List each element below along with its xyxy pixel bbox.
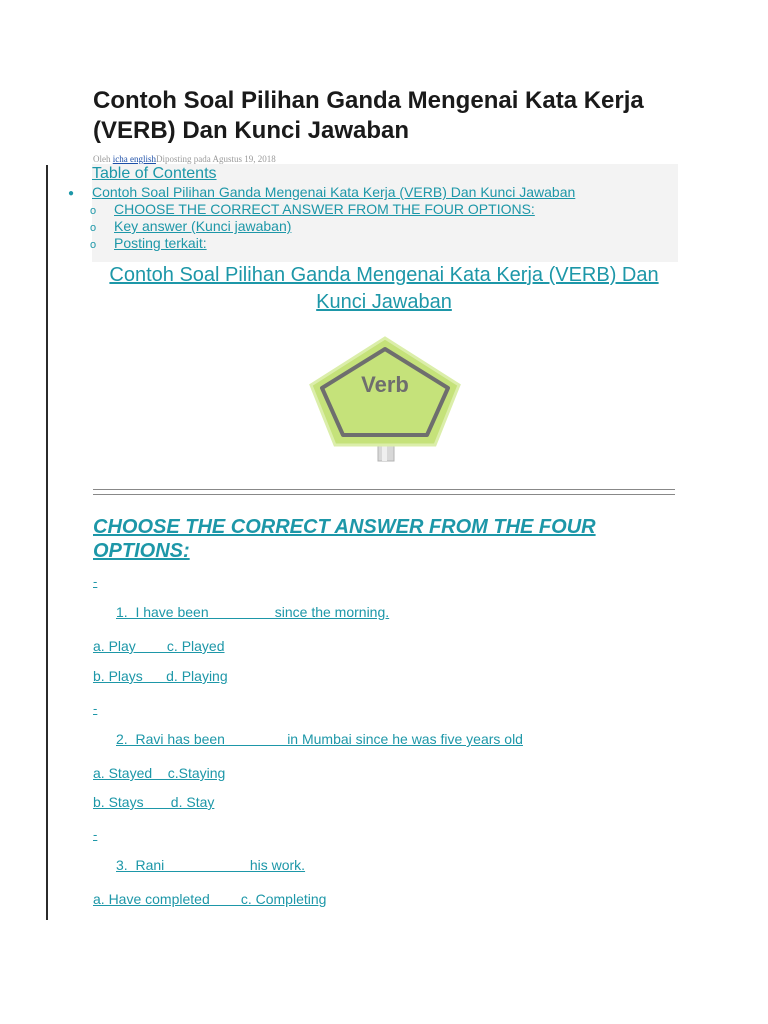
question-3[interactable]: 3. Rani his work.	[116, 857, 306, 873]
left-margin-line	[46, 165, 48, 920]
dash-link[interactable]: -	[93, 827, 98, 842]
meta-posted-date: Diposting pada Agustus 19, 2018	[156, 154, 276, 164]
toc-sub-bullet-icon: o	[90, 222, 97, 234]
question-3-options-row-1[interactable]: a. Have completed c. Completing	[93, 891, 327, 907]
divider-top	[93, 489, 675, 490]
toc-item-main[interactable]: Contoh Soal Pilihan Ganda Mengenai Kata Kerja (VERB) Dan Kunci Jawaban	[92, 184, 576, 200]
dash-link[interactable]: -	[93, 701, 98, 716]
author-link[interactable]: icha english	[112, 154, 156, 164]
question-2-options-row-2[interactable]: b. Stays d. Stay	[93, 794, 215, 810]
toc-subitem-label: Posting terkait:	[114, 235, 207, 251]
toc-subitem-label: Key answer (Kunci jawaban)	[114, 218, 292, 234]
article-title: Contoh Soal Pilihan Ganda Mengenai Kata Kerja (VERB) Dan Kunci Jawaban	[93, 87, 644, 144]
toc-bullet-icon: ●	[68, 188, 75, 199]
question-1-options-row-2[interactable]: b. Plays d. Playing	[93, 668, 228, 684]
question-2[interactable]: 2. Ravi has been in Mumbai since he was five years old	[116, 731, 523, 747]
post-meta	[93, 154, 276, 164]
verb-sign-image	[308, 335, 462, 463]
choose-heading[interactable]: CHOOSE THE CORRECT ANSWER FROM THE FOUR OPTIONS:	[93, 516, 596, 562]
toc-title[interactable]: Table of Contents	[92, 165, 217, 182]
toc-sub-bullet-icon: o	[90, 239, 97, 251]
toc-subitem-key-answer[interactable]	[90, 218, 291, 234]
question-1[interactable]: 1. I have been since the morning.	[116, 604, 390, 620]
divider-bottom	[93, 494, 675, 495]
sign-label: Verb	[361, 372, 409, 397]
toc-subitem-choose[interactable]	[90, 201, 535, 217]
table-of-contents	[68, 164, 678, 262]
question-2-options-row-1[interactable]: a. Stayed c.Staying	[93, 765, 226, 781]
toc-subitem-related[interactable]	[90, 235, 207, 251]
toc-sub-bullet-icon: o	[90, 205, 97, 217]
section-heading[interactable]: Contoh Soal Pilihan Ganda Mengenai Kata Kerja (VERB) Dan Kunci Jawaban	[109, 264, 659, 313]
meta-by-label: Oleh	[93, 154, 113, 164]
toc-subitem-label: CHOOSE THE CORRECT ANSWER FROM THE FOUR OPTIONS:	[114, 201, 535, 217]
dash-link[interactable]: -	[93, 574, 98, 589]
question-1-options-row-1[interactable]: a. Play c. Played	[93, 638, 225, 654]
